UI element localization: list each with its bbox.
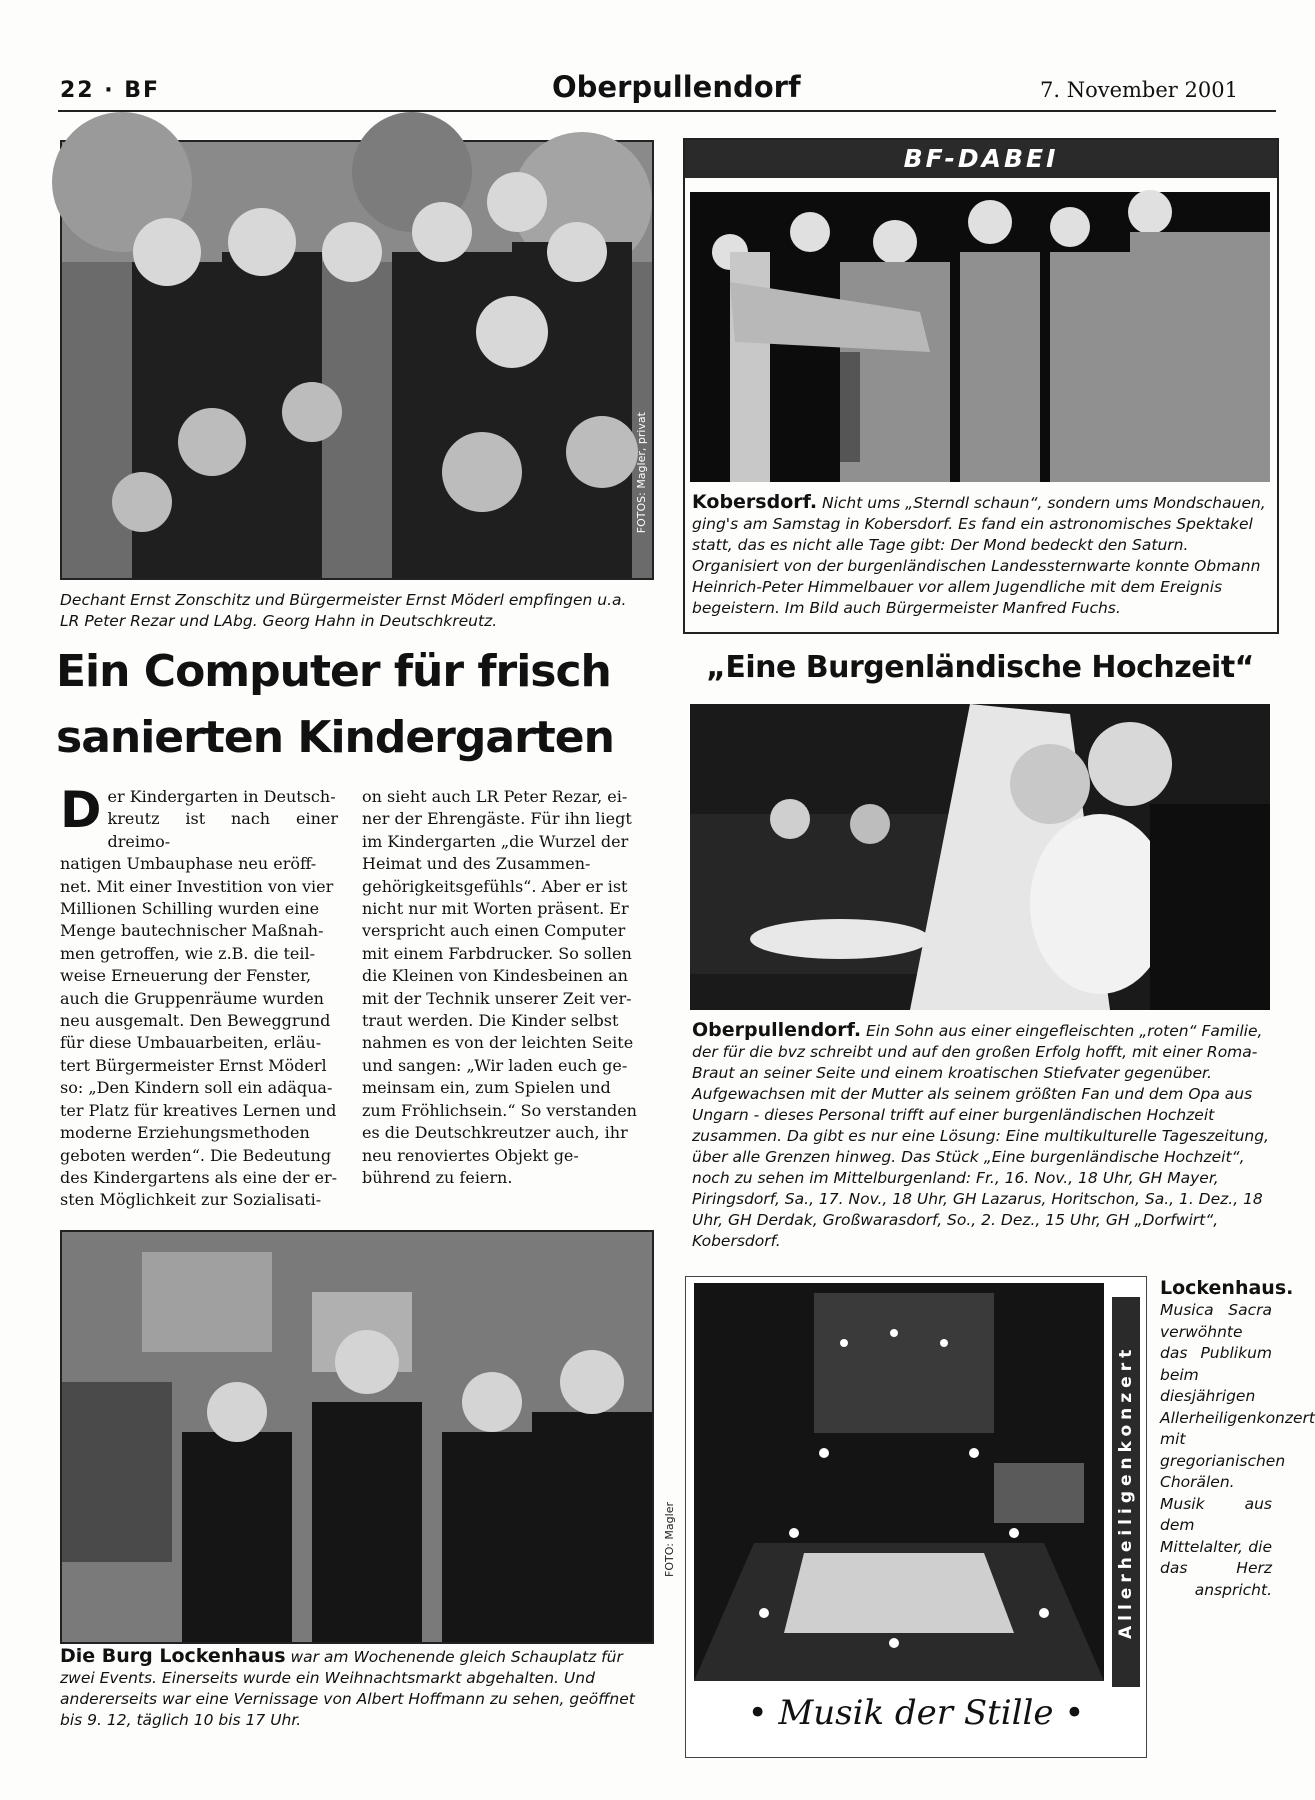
bullet-icon: • — [747, 1693, 768, 1733]
caption-lead: Die Burg Lockenhaus — [60, 1645, 286, 1667]
caption-text: war am Wochenende gleich Schauplatz für zwei Events. Einerseits wurde ein Weihnachtsmarkt abgehalten. Und andererseits war eine Vernissage von Albert Hoffmann zu sehen, geöffnet bis 9. 12, täglich 10 bis 17 Uhr. — [60, 1648, 635, 1729]
poster-title-text: Musik der Stille — [778, 1693, 1054, 1733]
photo-scene — [690, 192, 1270, 482]
photo-scene — [62, 142, 652, 578]
photo-chapel-candles — [694, 1283, 1104, 1681]
poster-title — [694, 1693, 1138, 1733]
hochzeit-caption — [692, 1020, 1274, 1252]
header-rule — [58, 110, 1276, 112]
caption-text: Ein Sohn aus einer eingefleischten „roten“ Familie, der für die bvz schreibt und auf den großen Erfolg hofft, mit einer Roma-Braut an seiner Seite und einem kroatischen Stiefvater gegenüber. Aufgewachsen mit der Mutter als seinem größten Fan und dem Opa aus Ungarn - dieses Personal trifft auf einer burgenländischen Hochzeit zusammen. Da gibt es nur eine Lösung: Eine multikulturelle Tageszeitung, über alle Grenzen hinweg. Das Stück „Eine burgenländische Hochzeit“, noch zu sehen im Mittelburgenland: Fr., 16. Nov., 18 Uhr, GH Mayer, Piringsdorf, Sa., 17. Nov., 18 Uhr, GH Lazarus, Horitschon, Sa., 1. Dez., 18 Uhr, GH Derdak, Großwarasdorf, So., 2. Dez., 15 Uhr, GH „Dorfwirt“, Kobersdorf. — [692, 1022, 1269, 1250]
kobersdorf-caption — [692, 492, 1270, 619]
photo-credit: FOTO: Magler — [663, 1502, 676, 1577]
article-column-2 — [362, 786, 642, 1189]
bullet-icon: • — [1064, 1693, 1085, 1733]
bf-dabei-label: BF-DABEI — [903, 144, 1059, 173]
musica-sacra-poster — [685, 1276, 1147, 1758]
poster-vertical-label: Allerheiligenkonzert — [1112, 1297, 1140, 1687]
issue-date: 7. November 2001 — [1040, 78, 1238, 102]
bf-dabei-banner — [685, 140, 1277, 178]
hochzeit-headline: „Eine Burgenländische Hochzeit“ — [706, 650, 1254, 685]
lockenhaus-side-caption — [1160, 1276, 1315, 1601]
photo-scene — [62, 1232, 652, 1642]
caption-text: Nicht ums „Sterndl schaun“, sondern ums Mondschauen, ging's am Samstag in Kobersdorf. Es fand ein astronomisches Spektakel statt, das es nicht alle Tage gibt: Der Mond bedeckt den Saturn. Organisiert von der burgenländischen Landessternwarte konnte Obmann Heinrich-Peter Himmelbauer vor allem Jugendliche mit dem Ereignis begeistern. Im Bild auch Bürgermeister Manfred Fuchs. — [692, 494, 1266, 617]
article-headline-1: Ein Computer für frisch — [56, 646, 611, 697]
photo-scene — [694, 1283, 1104, 1681]
article-text-2: on sieht auch LR Peter Rezar, ei- ner der Ehrengäste. Für ihn liegt im Kindergarten „die Wurzel der Heimat und des Zusammen- gehörigkeitsgefühls“. Aber er ist nicht nur mit Worten präsent. Er verspricht auch einen Computer mit einem Farbdrucker. So sollen die Kleinen von Kindesbeinen an mit der Technik unserer Zeit ver- traut werden. Die Kinder selbst nahmen es von der leichten Seite und sangen: „Wir laden euch ge- meinsam ein, zum Spielen und zum Fröhlichsein.“ So verstanden es die Deutschkreutzer auch, ihr neu renoviertes Objekt ge- bührend zu feiern. — [362, 787, 637, 1187]
dropcap: D — [60, 781, 102, 839]
caption-lead: Kobersdorf. — [692, 491, 818, 513]
photo-burg-lockenhaus — [60, 1230, 676, 1644]
section-title: Oberpullendorf — [552, 70, 801, 104]
photo-scene — [690, 704, 1270, 1010]
page-number: 22 · BF — [60, 78, 161, 103]
photo-hochzeit — [690, 704, 1270, 1010]
caption-lead: Oberpullendorf. — [692, 1019, 862, 1041]
caption-text: Musica Sacra verwöhnte das Publikum beim diesjährigen Allerheiligenkonzert mit gregorianischen Chorälen. Musik aus dem Mittelalter, die das Herz anspricht. — [1160, 1301, 1315, 1599]
photo-kobersdorf-telescope — [690, 192, 1270, 482]
article-text-1: er Kindergarten in Deutsch- kreutz ist nach einer dreimo- natigen Umbauphase neu eröff- net. Mit einer Investition von vier Millionen Schilling wurden eine Menge bautechnischer Maßnah- men getroffen, wie z.B. die teil- weise Erneuerung der Fenster, auch die Gruppenräume wurden neu ausgemalt. Den Beweggrund für diese Umbauarbeiten, erläu- tert Bürgermeister Ernst Möderl so: „Den Kindern soll ein adäqua- ter Platz für kreatives Lernen und moderne Erziehungsmethoden geboten werden“. Die Bedeutung des Kindergartens als eine der er- sten Möglichkeit zur Sozialisati- — [60, 787, 338, 1210]
caption-lead: Lockenhaus. — [1160, 1277, 1294, 1299]
article-headline-2: sanierten Kindergarten — [56, 712, 614, 763]
photo-credit: FOTOS: Magler, privat — [635, 412, 648, 534]
article-column-1 — [60, 781, 338, 1212]
photo-deutschkreutz-group — [60, 140, 654, 580]
photo-caption — [60, 1646, 650, 1731]
photo-caption: Dechant Ernst Zonschitz und Bürgermeister Ernst Möderl empfingen u.a. LR Peter Rezar und LAbg. Georg Hahn in Deutschkreutz. — [60, 591, 627, 630]
